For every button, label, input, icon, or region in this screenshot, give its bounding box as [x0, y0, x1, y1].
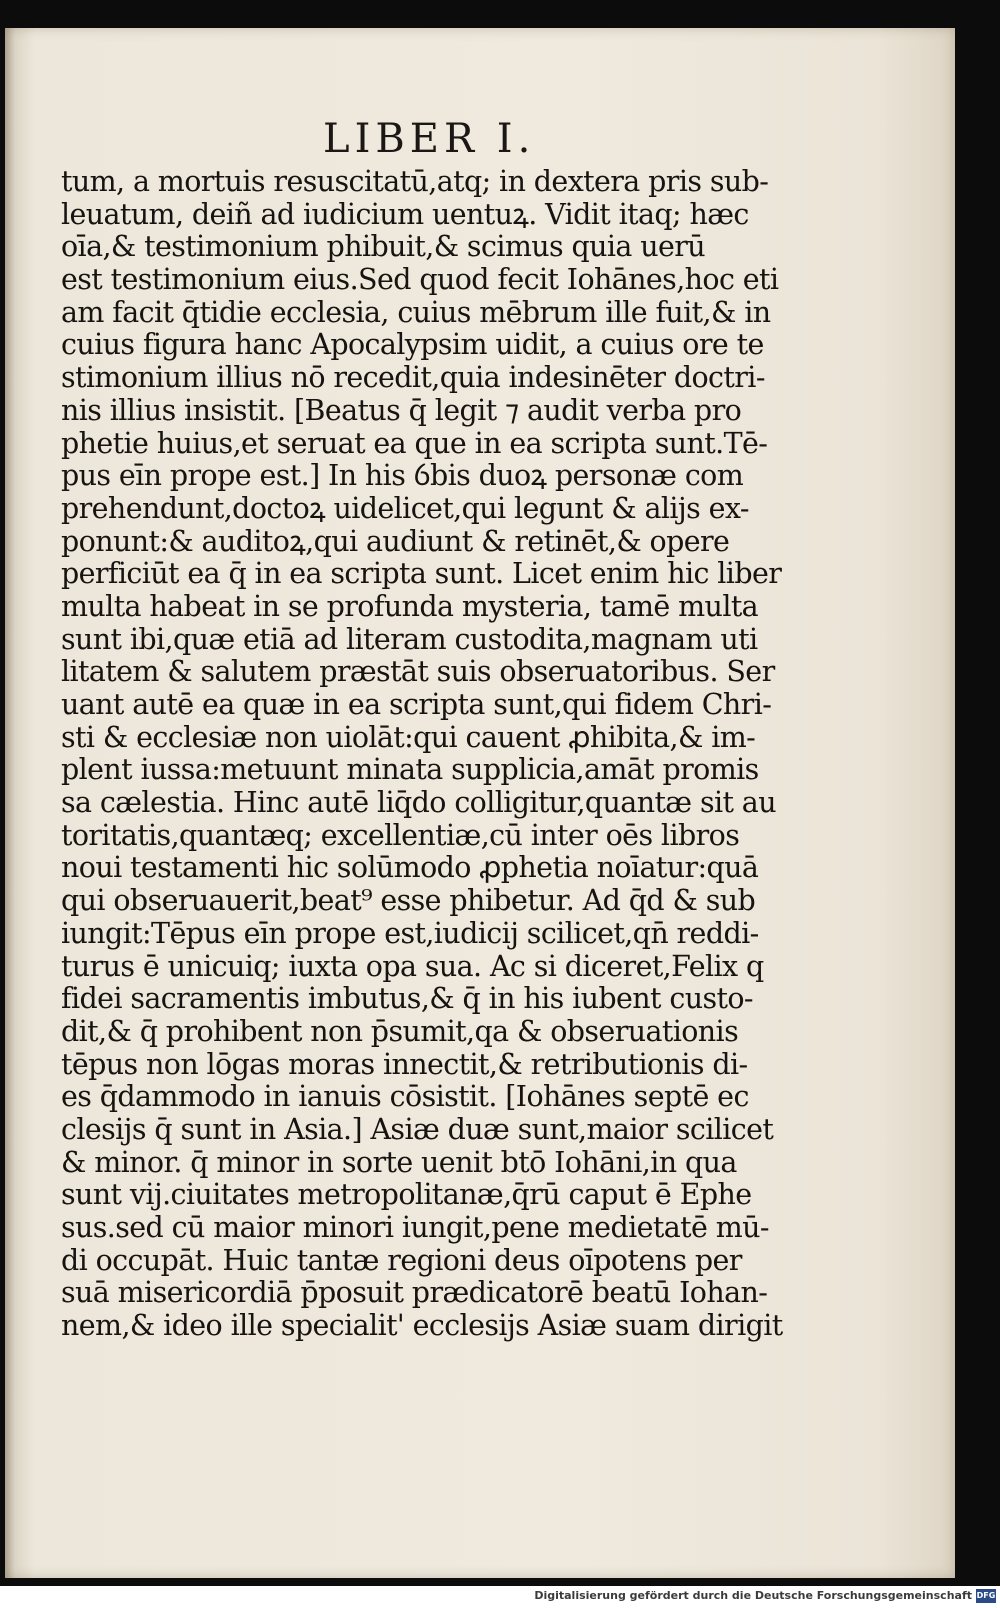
text-line: fidei sacramentis imbutus,& q̄ in his iubent custo-	[61, 982, 753, 1016]
footer-bar	[0, 1586, 1000, 1608]
text-line: tēpus non lōgas moras innectit,& retributionis di-	[61, 1047, 748, 1081]
text-line: pus eīn prope est.] In his ỽbis duoꝝ personæ com	[61, 459, 744, 493]
text-line: phetie huius,et seruat ea que in ea scripta sunt.Tē-	[61, 426, 768, 460]
text-line: di occupāt. Huic tantæ regioni deus oīpotens per	[61, 1243, 742, 1277]
text-line: toritatis,quantæq; excellentiæ,cū inter oēs libros	[61, 818, 740, 852]
text-line: es q̄dammodo in ianuis cōsistit. [Iohānes septē ec	[61, 1080, 749, 1114]
text-line: noui testamenti hic solūmodo ꝓphetia noīatur:quā	[61, 851, 759, 885]
text-line: sti & ecclesiæ non uiolāt:qui cauent ꝓhibita,& im-	[61, 720, 756, 754]
text-line: tum, a mortuis resuscitatū,atq; in dextera pris sub-	[61, 165, 769, 198]
text-line: iungit:Tēpus eīn prope est,iudicij scilicet,qn̄ reddi-	[61, 916, 759, 950]
text-line: & minor. q̄ minor in sorte uenit btō Iohāni,in qua	[61, 1145, 737, 1179]
text-line: uant autē ea quæ in ea scripta sunt,qui fidem Chri-	[61, 688, 772, 721]
text-line: oīa,& testimonium phibuit,& scimus quia uerū	[61, 230, 706, 264]
text-line: nem,& ideo ille specialit' ecclesijs Asiæ suam dirigit	[61, 1309, 783, 1343]
text-line: dit,& q̄ prohibent non p̄sumit,qa & obseruationis	[61, 1014, 739, 1048]
text-line: stimonium illius nō recedit,quia indesinēter doctri-	[61, 361, 765, 395]
text-line: turus ē unicuiq; iuxta opa sua. Ac si diceret,Felix q	[61, 949, 764, 983]
text-line: leuatum, deiñ ad iudicium uentuꝝ. Vidit itaq; hæc	[61, 197, 749, 231]
text-line: qui obseruauerit,beat⁹ esse phibetur. Ad q̄d & sub	[61, 884, 756, 918]
text-line: ponunt:& auditoꝝ,qui audiunt & retinēt,& opere	[61, 524, 730, 558]
text-line: plent iussa:metuunt minata supplicia,amāt promis	[61, 753, 759, 787]
book-page	[5, 28, 955, 1578]
text-line: prehendunt,doctoꝝ uidelicet,qui legunt & alijs ex-	[61, 491, 749, 525]
body-text	[61, 166, 791, 1343]
text-line: sunt vij.ciuitates metropolitanæ,q̄rū caput ē Ephe	[61, 1178, 752, 1212]
text-line: perficiūt ea q̄ in ea scripta sunt. Licet enim hic liber	[61, 557, 782, 591]
text-line: sa cælestia. Hinc autē liq̄do colligitur,quantæ sit au	[61, 786, 776, 820]
text-line: suā misericordiā p̄posuit prædicatorē beatū Iohan-	[61, 1276, 768, 1310]
text-line: multa habeat in se profunda mysteria, tamē multa	[61, 589, 759, 623]
text-line: cuius figura hanc Apocalypsim uidit, a cuius ore te	[61, 328, 764, 362]
dfg-logo: DFG	[976, 1589, 996, 1603]
text-line: sus.sed cū maior minori iungit,pene medietatē mū-	[61, 1211, 769, 1244]
text-line: litatem & salutem præstāt suis obseruatoribus. Ser	[61, 655, 775, 689]
text-line: est testimonium eius.Sed quod fecit Iohānes,hoc eti	[61, 263, 779, 297]
text-line: clesijs q̄ sunt in Asia.] Asiæ duæ sunt,maior scilicet	[61, 1112, 774, 1146]
funding-credit: Digitalisierung gefördert durch die Deutsche Forschungsgemeinschaft	[534, 1589, 972, 1602]
text-line: sunt ibi,quæ etiā ad literam custodita,magnam uti	[61, 622, 758, 656]
text-line: nis illius insistit. [Beatus q̄ legit ⁊ audit verba pro	[61, 393, 742, 427]
running-header: LIBER I.	[323, 116, 536, 162]
text-line: am facit q̄tidie ecclesia, cuius mēbrum ille fuit,& in	[61, 295, 771, 329]
